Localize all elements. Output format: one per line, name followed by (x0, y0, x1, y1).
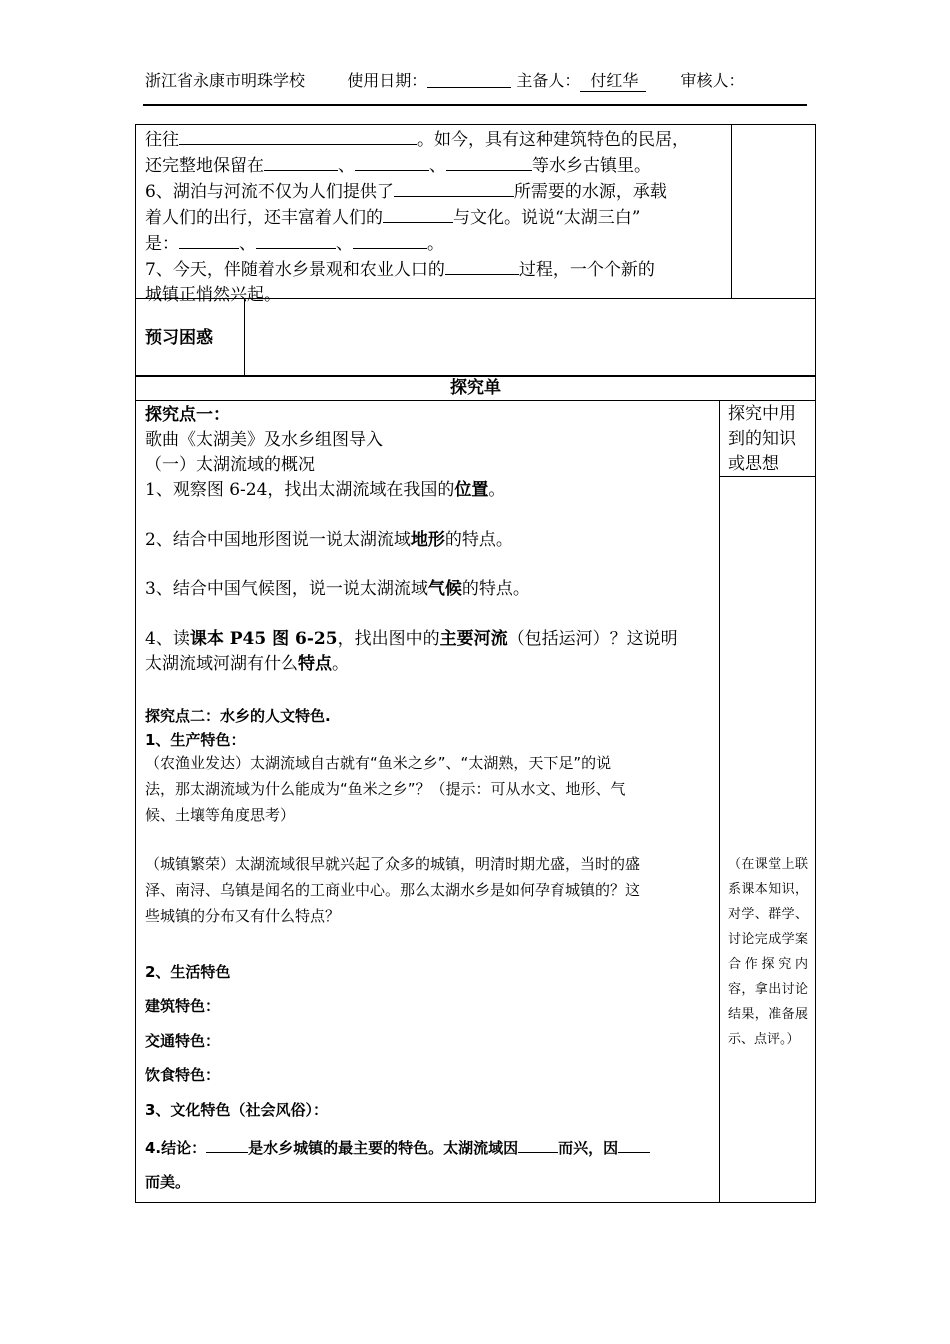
conclusion: 4.结论： 是水乡城镇的最主要的特色。太湖流域因 而兴，因 (145, 1136, 717, 1161)
fill-blank[interactable] (445, 257, 519, 275)
preparer-label: 主备人： (516, 71, 581, 90)
side-header: 探究中用到的知识或思想 (728, 404, 796, 474)
traffic-label: 交通特色： (145, 1032, 221, 1050)
fill-blank[interactable] (446, 153, 532, 171)
p2-section-3: 3、文化特色（社会风俗）： (145, 1101, 328, 1119)
date-label: 使用日期： (347, 71, 428, 90)
explore-side-divider (719, 400, 720, 1203)
fill-blank[interactable] (179, 231, 239, 249)
prestudy-text: 往往 。如今，具有这种建筑特色的民居， 还完整地保留在 、 、 等水乡古镇里。 6、湖泊与河流不仅为人们提供了 所需要的水源，承载 着人们的出行，还丰富着人们的 与文化。说说“太湖三白” 是： 、 、 。 7、今天，伴随着水乡景观和农业人口的 过程，一个个新的 城镇正悄然兴起。 (145, 127, 730, 308)
p2-section-1: 1、生产特色： (145, 731, 246, 749)
fill-blank[interactable] (355, 153, 429, 171)
reviewer-label: 审核人： (680, 71, 745, 90)
school-name: 浙江省永康市明珠学校 (145, 71, 306, 90)
p1-question-4: 4、读课本 P45 图 6-25，找出图中的主要河流（包括运河）？这说明 太湖流域河湖有什么特点。 (145, 629, 678, 674)
fill-blank[interactable] (264, 153, 338, 171)
p1-sub: （一）太湖流域的概况 (145, 455, 315, 475)
p1-question-2: 2、结合中国地形图说一说太湖流域地形的特点。 (145, 530, 513, 550)
p1-title: 探究点一： (145, 405, 230, 425)
fill-blank[interactable] (206, 1138, 248, 1153)
prestudy-right-divider (731, 124, 732, 299)
fill-blank[interactable] (256, 231, 336, 249)
confusion-label: 预习困惑 (145, 328, 213, 348)
fill-blank[interactable] (179, 127, 417, 145)
header-rule (143, 104, 807, 106)
date-blank[interactable] (427, 71, 511, 88)
fill-blank[interactable] (394, 179, 514, 197)
explore-title: 探究单 (450, 378, 501, 398)
preparer-name: 付红华 (580, 68, 646, 92)
fill-blank[interactable] (383, 205, 453, 223)
p1-question-1: 1、观察图 6-24，找出太湖流域在我国的位置。 (145, 480, 506, 500)
p2-section-1-text: （农渔业发达）太湖流域自古就有“鱼米之乡”、“太湖熟，天下足”的说 法，那太湖流域为什么能成为“鱼米之乡”？（提示：可从水文、地形、气 候、土壤等角度思考） (145, 754, 626, 824)
side-note: （在课堂上联系课本知识，对学、群学、讨论完成学案合作探究内容，拿出讨论结果，准备展示、点评。） (728, 857, 808, 1047)
confusion-field[interactable] (246, 300, 814, 374)
p1-intro: 歌曲《太湖美》及水乡组图导入 (145, 430, 383, 450)
p2-title: 探究点二：水乡的人文特色. (145, 707, 331, 725)
conclusion-end: 而美。 (145, 1173, 191, 1191)
fill-blank[interactable] (353, 231, 427, 249)
p2-section-1-towns: （城镇繁荣）太湖流域很早就兴起了众多的城镇，明清时期尤盛，当时的盛 泽、南浔、乌镇是闻名的工商业中心。那么太湖水乡是如何孕育城镇的？这 些城镇的分布又有什么特点？ (145, 855, 641, 925)
fill-blank[interactable] (618, 1138, 650, 1153)
p1-question-3: 3、结合中国气候图，说一说太湖流域气候的特点。 (145, 579, 530, 599)
p2-section-2: 2、生活特色 (145, 963, 231, 981)
confusion-divider (244, 298, 245, 376)
page-header (145, 68, 805, 92)
diet-label: 饮食特色： (145, 1066, 221, 1084)
architecture-label: 建筑特色： (145, 997, 221, 1015)
fill-blank[interactable] (518, 1138, 558, 1153)
